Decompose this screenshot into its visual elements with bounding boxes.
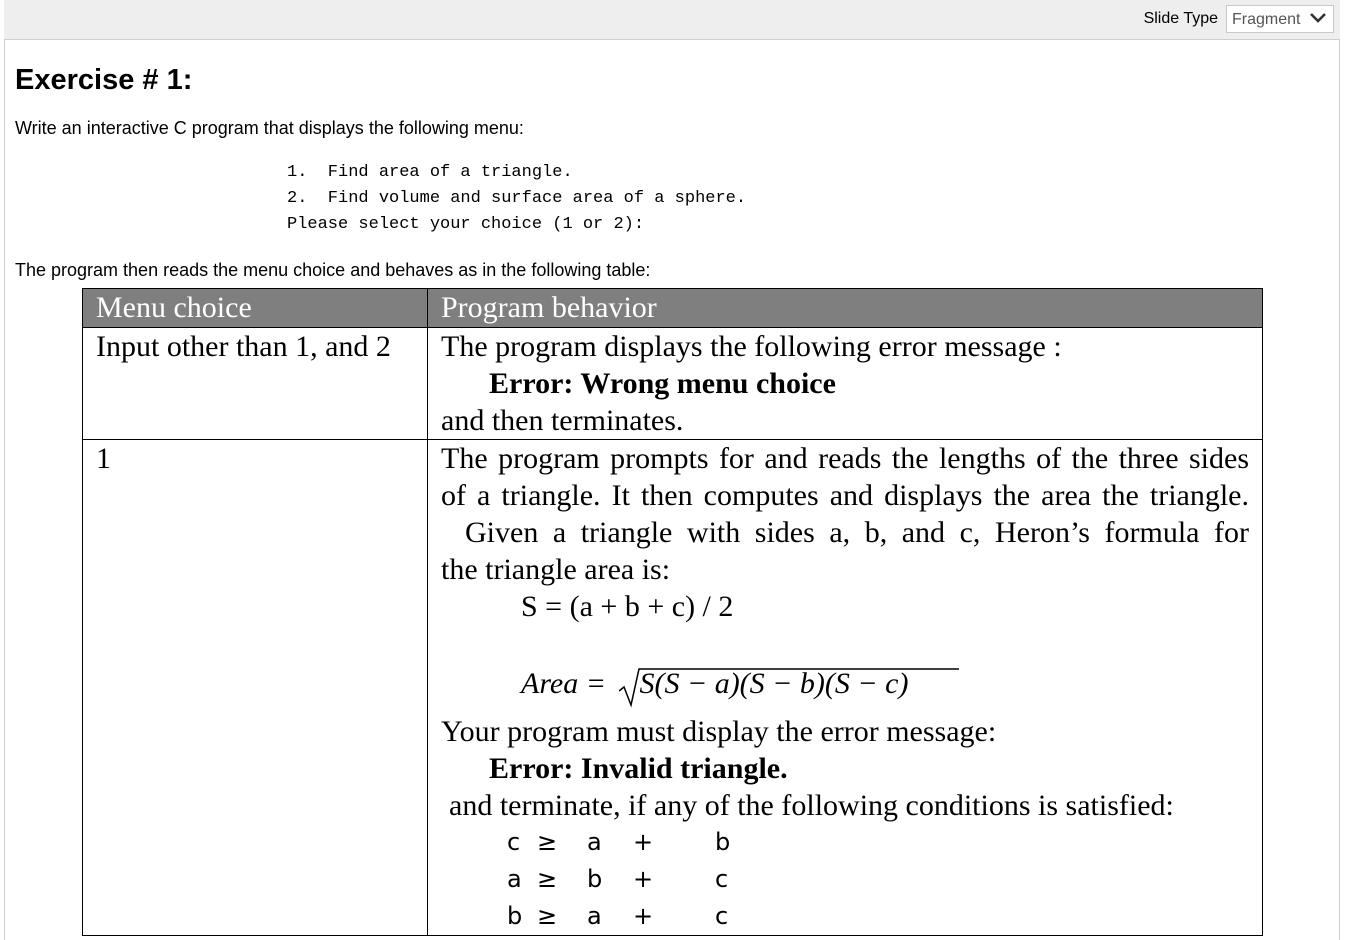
behavior-text: Given a triangle with sides a, b, and c, Heron’s formula for bbox=[465, 516, 1249, 549]
behavior-cell bbox=[428, 440, 1263, 936]
header-menu-choice: Menu choice bbox=[83, 289, 428, 328]
choice-cell: Input other than 1, and 2 bbox=[83, 328, 428, 440]
choice-cell: 1 bbox=[83, 440, 428, 936]
condition-row bbox=[441, 824, 1249, 861]
condition-plus: + bbox=[633, 902, 654, 930]
behavior-text: of a triangle. It then computes and displays the area the triangle. bbox=[441, 479, 1249, 512]
condition-var: a bbox=[507, 865, 522, 893]
condition-plus: + bbox=[633, 865, 654, 893]
menu-line: 1. Find area of a triangle. bbox=[287, 163, 573, 182]
condition-op: ≥ bbox=[537, 865, 558, 893]
condition-var: a bbox=[587, 902, 602, 930]
table-header-row bbox=[83, 289, 1263, 328]
formula-s: S = (a + b + c) / 2 bbox=[521, 590, 734, 623]
condition-row bbox=[441, 861, 1249, 898]
cell-toolbar bbox=[4, 0, 1340, 40]
behavior-cell bbox=[428, 328, 1263, 440]
error-message: Error: Invalid triangle. bbox=[489, 752, 788, 785]
slide-type-value: Fragment bbox=[1232, 11, 1301, 28]
behavior-text: The program prompts for and reads the lengths of the three sides bbox=[441, 442, 1249, 475]
behavior-text: and terminate, if any of the following conditions is satisfied: bbox=[449, 789, 1174, 822]
exercise-title: Exercise # 1: bbox=[15, 64, 193, 96]
header-program-behavior: Program behavior bbox=[428, 289, 1263, 328]
condition-var: b bbox=[715, 828, 731, 856]
intro-text: Write an interactive C program that displays the following menu: bbox=[15, 118, 524, 138]
condition-row bbox=[441, 898, 1249, 935]
menu-code-block bbox=[287, 160, 746, 238]
condition-plus: + bbox=[633, 828, 654, 856]
formula-area-lhs: Area = bbox=[521, 667, 606, 700]
behavior-text: the triangle area is: bbox=[441, 553, 671, 586]
behavior-text: Your program must display the error message: bbox=[441, 715, 997, 748]
menu-line: Please select your choice (1 or 2): bbox=[287, 215, 645, 234]
condition-var: c bbox=[507, 828, 521, 856]
table-intro-text: The program then reads the menu choice and behaves as in the following table: bbox=[15, 260, 651, 280]
condition-var: b bbox=[587, 865, 603, 893]
square-root bbox=[619, 665, 908, 702]
condition-var: c bbox=[715, 865, 729, 893]
radical-sign-icon bbox=[619, 665, 959, 709]
condition-var: b bbox=[507, 902, 523, 930]
formula-area bbox=[441, 665, 1249, 713]
error-message: Error: Wrong menu choice bbox=[489, 367, 836, 400]
condition-op: ≥ bbox=[537, 828, 558, 856]
table-row bbox=[83, 440, 1263, 936]
table-row bbox=[83, 328, 1263, 440]
behavior-text: The program displays the following error message : bbox=[441, 330, 1062, 363]
chevron-down-icon bbox=[1310, 12, 1326, 24]
condition-var: c bbox=[715, 902, 729, 930]
behavior-text: and then terminates. bbox=[441, 404, 684, 437]
formula-area-rhs: S(S − a)(S − b)(S − c) bbox=[639, 667, 909, 700]
condition-var: a bbox=[587, 828, 602, 856]
behavior-table bbox=[82, 288, 1263, 936]
condition-op: ≥ bbox=[537, 902, 558, 930]
slide-type-label: Slide Type bbox=[1143, 10, 1218, 27]
slide-type-select[interactable] bbox=[1226, 5, 1334, 33]
menu-line: 2. Find volume and surface area of a sphere. bbox=[287, 189, 747, 208]
